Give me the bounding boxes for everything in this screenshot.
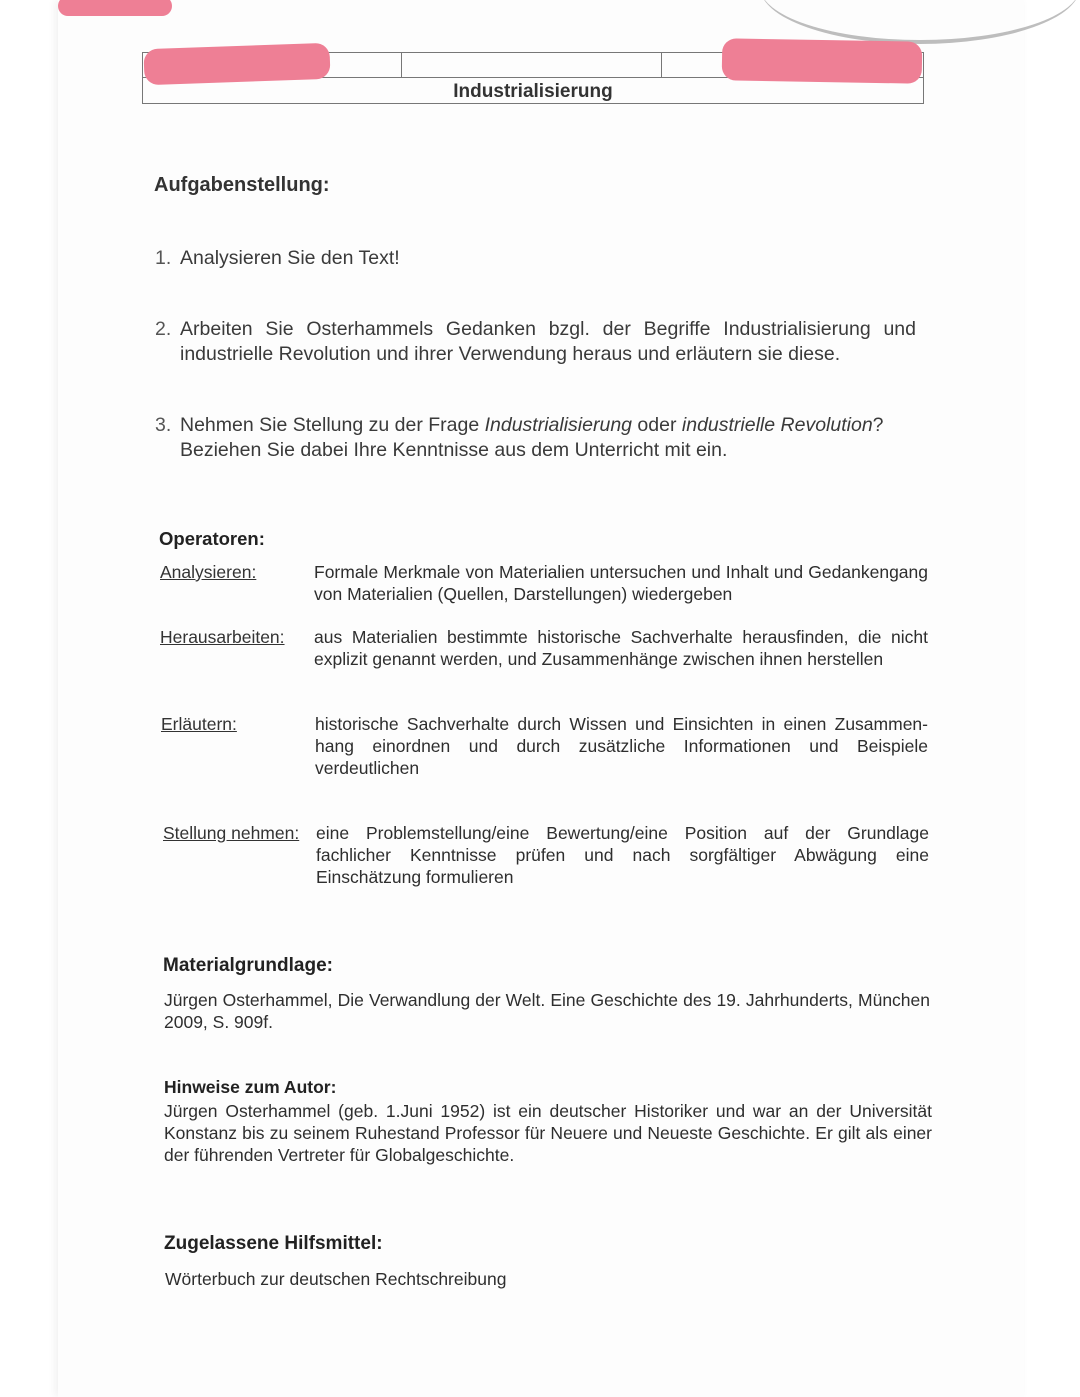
task-number: 2. <box>155 318 172 340</box>
header-divider <box>401 53 402 77</box>
aids-heading: Zugelassene Hilfsmittel: <box>164 1233 383 1254</box>
task-text-part: Nehmen Sie Stellung zu der Frage <box>180 414 485 436</box>
material-citation: Jürgen Osterhammel, Die Verwandlung der Welt. Eine Geschichte des 19. Jahrhunderts, München 2009, S. 909f. <box>164 990 930 1032</box>
term-industrielle-revolution: industrielle Revolution <box>681 414 873 436</box>
task-number: 3. <box>155 414 172 436</box>
task-text <box>180 413 925 463</box>
task-number: 1. <box>155 247 172 269</box>
task-item <box>155 413 925 465</box>
paper-sheet <box>58 0 1024 1397</box>
operator-label-stellung-nehmen: Stellung nehmen: <box>163 823 300 843</box>
task-item <box>155 246 925 272</box>
redaction-mark-header-right <box>722 38 923 83</box>
task-text: Arbeiten Sie Osterhammels Gedanken bzgl. der Begriffe Industrialisierung und industrielle Revolution und ihrer Verwendung heraus und erläutern sie diese. <box>180 318 916 365</box>
redaction-mark-header-left <box>143 43 330 85</box>
author-heading: Hinweise zum Autor: <box>164 1077 337 1097</box>
operator-text-erlaeutern: historische Sachverhalte durch Wissen und Einsichten in einen Zusammen-hang einordnen und durch zusätzliche Informationen und Beispiele verdeutlichen <box>315 714 928 778</box>
task-text-part: oder <box>632 414 682 436</box>
task-text-part: ? Beziehen Sie dabei Ihre Kenntnisse aus dem Unterricht mit ein. <box>180 414 884 461</box>
assignment-heading: Aufgabenstellung: <box>154 174 330 196</box>
header-divider <box>661 53 662 77</box>
operator-label-herausarbeiten: Herausarbeiten: <box>160 627 285 647</box>
aids-text: Wörterbuch zur deutschen Rechtschreibung <box>165 1269 507 1289</box>
operator-text-analysieren: Formale Merkmale von Materialien untersuchen und Inhalt und Gedankengang von Materialien (Quellen, Darstellungen) wiedergeben <box>314 562 928 604</box>
operator-label-erlaeutern: Erläutern: <box>161 714 237 734</box>
operator-text-stellung-nehmen: eine Problemstellung/eine Bewertung/eine Position auf der Grundlage fachlicher Kenntnisse prüfen und nach sorgfältiger Abwägung eine Einschätzung formulieren <box>316 823 929 887</box>
task-text: Analysieren Sie den Text! <box>180 247 400 269</box>
operator-label-analysieren: Analysieren: <box>160 562 257 582</box>
task-item <box>155 317 925 369</box>
operators-heading: Operatoren: <box>159 528 265 549</box>
material-heading: Materialgrundlage: <box>163 955 333 976</box>
term-industrialisierung: Industrialisierung <box>484 414 633 436</box>
redaction-mark-top-left <box>58 0 172 16</box>
page-title: Industrialisierung <box>453 81 613 102</box>
operator-text-herausarbeiten: aus Materialien bestimmte historische Sachverhalte herausfinden, die nicht explizit genannt werden, und Zusammenhänge zwischen ihnen herstellen <box>314 627 928 669</box>
author-info: Jürgen Osterhammel (geb. 1.Juni 1952) ist ein deutscher Historiker und war an der Universität Konstanz bis zu seinem Ruhestand Professor für Neuere und Neueste Geschichte. Er gilt als einer der führenden Vertreter für Globalgeschichte. <box>164 1101 932 1165</box>
